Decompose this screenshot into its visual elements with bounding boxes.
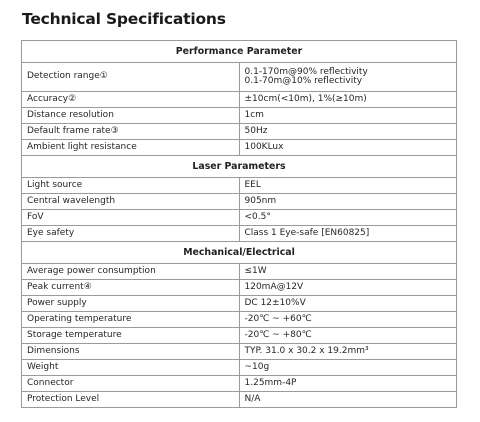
table-row bbox=[22, 210, 457, 226]
table-row bbox=[22, 226, 457, 242]
table-row bbox=[22, 280, 457, 296]
spec-value bbox=[239, 124, 457, 140]
spec-label: Dimensions bbox=[22, 344, 240, 360]
spec-label: Operating temperature bbox=[22, 312, 240, 328]
section-header-row bbox=[22, 156, 457, 178]
spec-value bbox=[239, 296, 457, 312]
spec-label: Central wavelength bbox=[22, 194, 240, 210]
spec-value bbox=[239, 280, 457, 296]
spec-value-line: DC 12±10%V bbox=[244, 297, 306, 308]
spec-value bbox=[239, 328, 457, 344]
spec-value bbox=[239, 264, 457, 280]
spec-value-line: ~10g bbox=[244, 361, 270, 372]
spec-value-line: -20℃ ~ +60℃ bbox=[244, 313, 312, 324]
table-row bbox=[22, 392, 457, 408]
spec-label: FoV bbox=[22, 210, 240, 226]
spec-value bbox=[239, 360, 457, 376]
table-row bbox=[22, 344, 457, 360]
spec-value-line: 50Hz bbox=[244, 125, 268, 136]
spec-label: Power supply bbox=[22, 296, 240, 312]
table-row bbox=[22, 376, 457, 392]
spec-value-line: N/A bbox=[244, 393, 261, 404]
spec-value bbox=[239, 344, 457, 360]
spec-value-line: -20℃ ~ +80℃ bbox=[244, 329, 312, 340]
spec-label: Weight bbox=[22, 360, 240, 376]
spec-value-line: 120mA@12V bbox=[244, 281, 304, 292]
table-row bbox=[22, 63, 457, 92]
spec-value-line: 0.1-70m@10% reflectivity bbox=[244, 76, 363, 86]
spec-value bbox=[239, 312, 457, 328]
section-heading: Performance Parameter bbox=[22, 41, 457, 63]
table-row bbox=[22, 140, 457, 156]
spec-label: Peak current④ bbox=[22, 280, 240, 296]
spec-label: Ambient light resistance bbox=[22, 140, 240, 156]
table-row bbox=[22, 108, 457, 124]
spec-value-line: ±10cm(<10m), 1%(≥10m) bbox=[244, 93, 367, 104]
spec-value bbox=[239, 194, 457, 210]
spec-value bbox=[239, 178, 457, 194]
spec-value bbox=[239, 376, 457, 392]
spec-label: Default frame rate③ bbox=[22, 124, 240, 140]
table-row bbox=[22, 312, 457, 328]
spec-label: Connector bbox=[22, 376, 240, 392]
table-row bbox=[22, 296, 457, 312]
spec-value-line: 905nm bbox=[244, 195, 277, 206]
spec-value bbox=[239, 210, 457, 226]
spec-value bbox=[239, 226, 457, 242]
spec-value-line: 1cm bbox=[244, 109, 264, 120]
spec-value-line: EEL bbox=[244, 179, 261, 190]
section-heading: Mechanical/Electrical bbox=[22, 242, 457, 264]
table-row bbox=[22, 360, 457, 376]
spec-table-body bbox=[22, 41, 457, 408]
table-row bbox=[22, 92, 457, 108]
spec-value-line: <0.5° bbox=[244, 211, 271, 222]
table-row bbox=[22, 194, 457, 210]
spec-label: Accuracy② bbox=[22, 92, 240, 108]
section-header-row bbox=[22, 242, 457, 264]
spec-value bbox=[239, 63, 457, 92]
spec-value bbox=[239, 108, 457, 124]
spec-value-line: 1.25mm-4P bbox=[244, 377, 297, 388]
spec-value-line: TYP. 31.0 x 30.2 x 19.2mm³ bbox=[244, 345, 369, 356]
spec-value-line: Class 1 Eye-safe [EN60825] bbox=[244, 227, 370, 238]
spec-label: Average power consumption bbox=[22, 264, 240, 280]
spec-value bbox=[239, 392, 457, 408]
spec-table bbox=[21, 40, 457, 408]
table-row bbox=[22, 124, 457, 140]
page-title: Technical Specifications bbox=[22, 10, 226, 28]
spec-label: Protection Level bbox=[22, 392, 240, 408]
table-row bbox=[22, 178, 457, 194]
spec-value bbox=[239, 92, 457, 108]
spec-label: Detection range① bbox=[22, 63, 240, 92]
spec-value bbox=[239, 140, 457, 156]
spec-label: Storage temperature bbox=[22, 328, 240, 344]
spec-label: Eye safety bbox=[22, 226, 240, 242]
table-row bbox=[22, 328, 457, 344]
spec-value-line: ≤1W bbox=[244, 265, 267, 276]
section-heading: Laser Parameters bbox=[22, 156, 457, 178]
spec-label: Distance resolution bbox=[22, 108, 240, 124]
spec-value-line: 100KLux bbox=[244, 141, 284, 152]
spec-value-line: 0.1-170m@90% reflectivity bbox=[244, 66, 368, 77]
section-header-row bbox=[22, 41, 457, 63]
table-row bbox=[22, 264, 457, 280]
spec-label: Light source bbox=[22, 178, 240, 194]
